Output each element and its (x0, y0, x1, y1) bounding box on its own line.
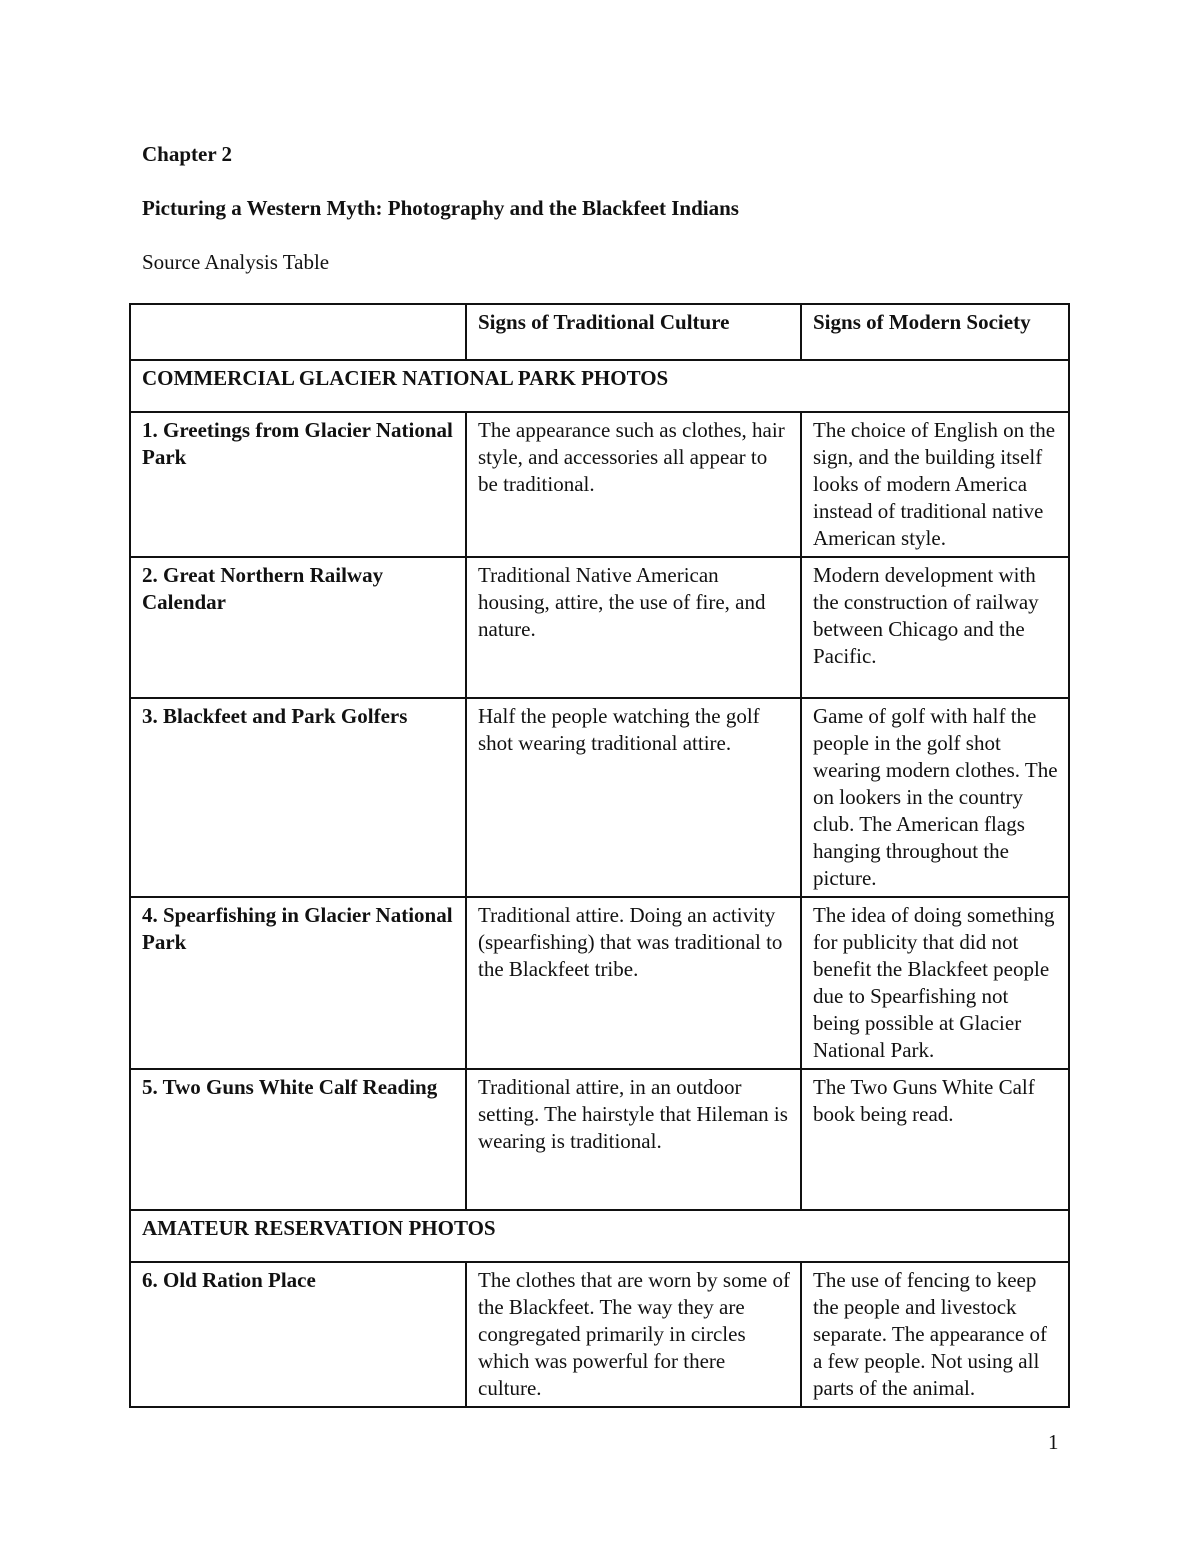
table-caption: Source Analysis Table (142, 250, 330, 274)
table-row (130, 1069, 1069, 1210)
section-row-commercial (130, 360, 1069, 412)
table-row (130, 1262, 1069, 1407)
traditional-cell: Half the people watching the golf shot wearing traditional attire. (466, 698, 801, 897)
modern-cell: The use of fencing to keep the people and livestock separate. The appearance of a few people. Not using all parts of the animal. (801, 1262, 1069, 1407)
traditional-cell: The appearance such as clothes, hair style, and accessories all appear to be traditional. (466, 412, 801, 557)
traditional-cell: Traditional attire, in an outdoor setting. The hairstyle that Hileman is wearing is traditional. (466, 1069, 801, 1210)
section-heading: COMMERCIAL GLACIER NATIONAL PARK PHOTOS (130, 360, 1069, 412)
traditional-cell: The clothes that are worn by some of the Blackfeet. The way they are congregated primarily in circles which was powerful for there culture. (466, 1262, 801, 1407)
section-row-amateur (130, 1210, 1069, 1262)
modern-cell: Game of golf with half the people in the golf shot wearing modern clothes. The on lookers in the country club. The American flags hanging throughout the picture. (801, 698, 1069, 897)
table-header-row (130, 304, 1069, 360)
modern-cell: The choice of English on the sign, and the building itself looks of modern America instead of traditional native American style. (801, 412, 1069, 557)
row-label: 5. Two Guns White Calf Reading (130, 1069, 466, 1210)
row-label: 6. Old Ration Place (130, 1262, 466, 1407)
chapter-heading: Chapter 2 (142, 142, 233, 166)
traditional-cell: Traditional Native American housing, attire, the use of fire, and nature. (466, 557, 801, 698)
header-cell-modern: Signs of Modern Society (801, 304, 1069, 360)
page-number: 1 (1048, 1430, 1059, 1454)
table-row (130, 557, 1069, 698)
modern-cell: The Two Guns White Calf book being read. (801, 1069, 1069, 1210)
section-heading: AMATEUR RESERVATION PHOTOS (130, 1210, 1069, 1262)
source-analysis-table (129, 303, 1070, 1408)
row-label: 1. Greetings from Glacier National Park (130, 412, 466, 557)
table-row (130, 897, 1069, 1069)
traditional-cell: Traditional attire. Doing an activity (spearfishing) that was traditional to the Blackfeet tribe. (466, 897, 801, 1069)
header-cell-empty (130, 304, 466, 360)
header-cell-traditional: Signs of Traditional Culture (466, 304, 801, 360)
row-label: 3. Blackfeet and Park Golfers (130, 698, 466, 897)
modern-cell: The idea of doing something for publicity that did not benefit the Blackfeet people due to Spearfishing not being possible at Glacier National Park. (801, 897, 1069, 1069)
row-label: 4. Spearfishing in Glacier National Park (130, 897, 466, 1069)
table-row (130, 698, 1069, 897)
table-row (130, 412, 1069, 557)
modern-cell: Modern development with the construction of railway between Chicago and the Pacific. (801, 557, 1069, 698)
page-title: Picturing a Western Myth: Photography and the Blackfeet Indians (142, 196, 739, 220)
row-label: 2. Great Northern Railway Calendar (130, 557, 466, 698)
